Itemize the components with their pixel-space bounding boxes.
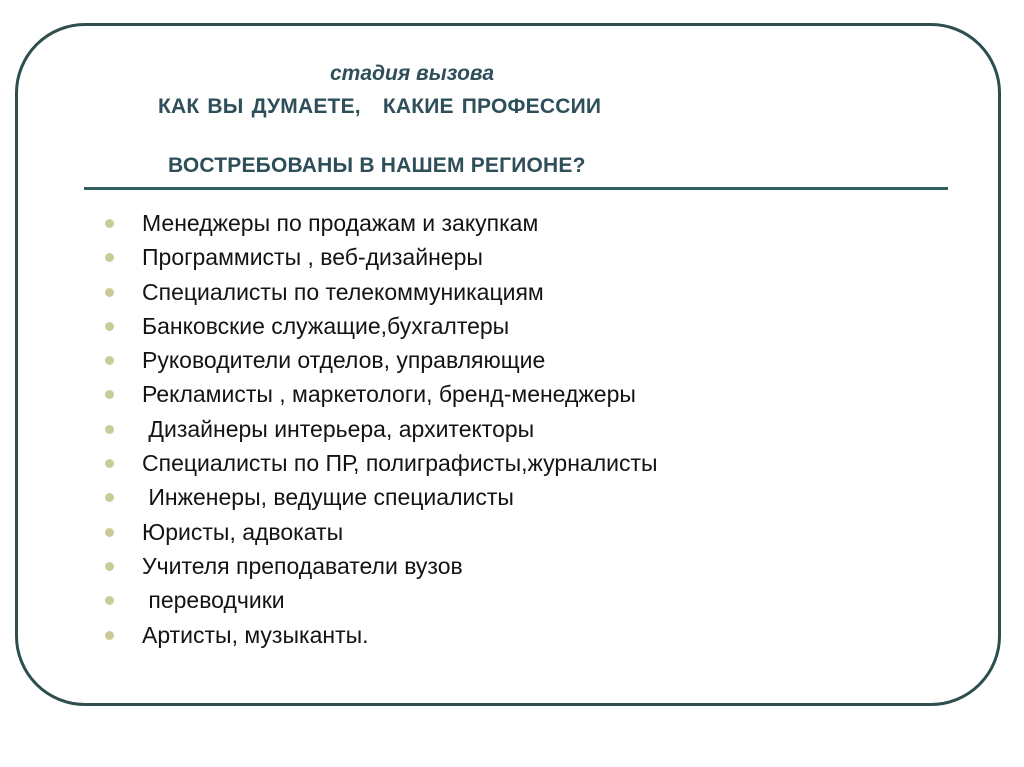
title-part-1: КАК ВЫ ДУМАЕТЕ,: [158, 95, 361, 118]
title-part-2: КАКИЕ ПРОФЕССИИ: [382, 95, 602, 118]
list-item-text: Дизайнеры интерьера, архитекторы: [142, 415, 535, 442]
slide-title-line-2: ВОСТРЕБОВАНЫ В НАШЕМ РЕГИОНЕ?: [168, 154, 586, 177]
list-item-text: Банковские служащие,бухгалтеры: [142, 312, 510, 339]
list-item-text: Юристы, адвокаты: [142, 518, 344, 545]
list-item-text: Артисты, музыканты.: [142, 621, 369, 648]
list-item-text: Специалисты по ПР, полиграфисты,журналисты: [142, 450, 658, 477]
list-item-text: Рекламисты , маркетологи, бренд-менеджеры: [142, 381, 636, 408]
bullet-icon: [105, 425, 114, 434]
bullet-icon: [105, 562, 114, 571]
slide-title-line-1: [158, 95, 601, 119]
list-item-text: Инженеры, ведущие специалисты: [142, 484, 514, 511]
list-item-text: переводчики: [142, 587, 285, 614]
list-item-text: Менеджеры по продажам и закупкам: [142, 210, 539, 236]
bullet-icon: [105, 631, 114, 640]
list-item-text: Специалисты по телекоммуникациям: [142, 278, 544, 305]
bullet-icon: [105, 528, 114, 537]
slide-subtitle: стадия вызова: [330, 62, 495, 85]
bullet-icon: [105, 219, 114, 228]
bullet-icon: [105, 322, 114, 331]
title-divider: [84, 187, 948, 190]
bullet-icon: [105, 288, 114, 297]
list-item-text: Программисты , веб-дизайнеры: [142, 244, 483, 271]
bullet-icon: [105, 459, 114, 468]
list-item-text: Руководители отделов, управляющие: [142, 347, 546, 374]
list-item-text: Учителя преподаватели вузов: [142, 552, 463, 579]
